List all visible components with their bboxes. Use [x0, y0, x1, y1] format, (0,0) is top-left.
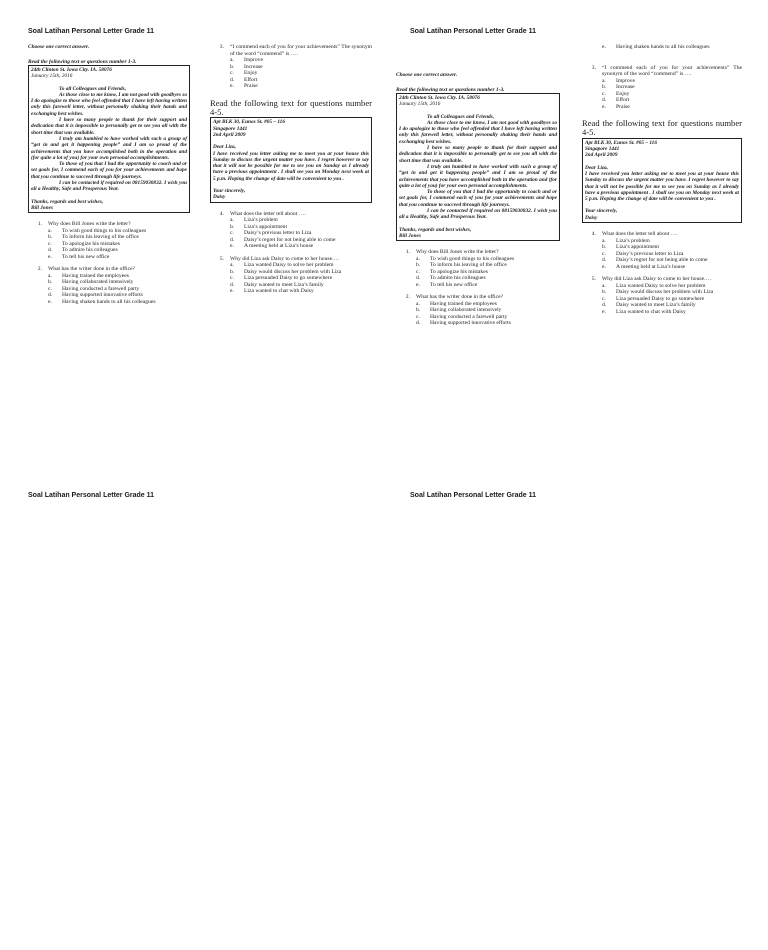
- instruction: Choose one correct answer.: [28, 44, 90, 50]
- option: b. Increase: [230, 63, 263, 70]
- letter-closing: Thanks, regards and best wishes,: [31, 198, 104, 205]
- question-2: 2. What has the writer done in the office? a. Having trained the employees b. Having collaborated intensively c. Having conducted a farewell party d. Having supported innovative efforts: [396, 294, 560, 327]
- option: c. Having conducted a farewell party: [48, 285, 140, 292]
- question-5: 5. Why did Liza ask Daisy to come to her house…. a. Liza wanted Daisy to solve her problem b. Daisy would discuss her problem with Liza c. Liza persuaded Daisy to go somewhere d. Daisy wanted to meet Liza’s family e. Liza wanted to chat with Daisy: [210, 256, 372, 295]
- option: a. To wish good things to his colleagues: [416, 255, 515, 262]
- letter-box: [396, 93, 560, 241]
- right-column: [210, 44, 372, 295]
- letter-date: 2nd April 2009: [213, 131, 246, 138]
- instruction: Choose one correct answer.: [396, 72, 458, 78]
- letter-box: [28, 65, 190, 213]
- letter-paragraph: As those close to me know, I am not good with goodbyes so I do apologize to those who feel offended that I have left having written only this farewell letter, without personally shaking their hands and exchanging best wishes.: [399, 119, 557, 145]
- reading-instruction: Read the following text or questions number 1-3.: [396, 86, 505, 93]
- letter-closing: Your sincerely,: [213, 187, 246, 194]
- letter-address: Apt BLK 30, Eunos St. #05 – 116: [585, 139, 657, 146]
- question-4: 4. What does the letter tell about …. a. Liza’s problem b. Liza’s appointment c. Daisy’s previous letter to Liza d. Daisy’s regret for not being able to come e. A meeting held at Liza’s house: [210, 211, 372, 250]
- letter-paragraph: I can be contacted if required on 08159030832. I wish you all a Healthy, Safe and Prosperous Year.: [31, 180, 187, 193]
- option: a. Liza wanted Daisy to solve her problem: [602, 282, 706, 289]
- letter-signature: Daisy: [585, 214, 598, 221]
- left-column: [396, 72, 560, 327]
- option: a. Liza wanted Daisy to solve her problem: [230, 262, 334, 269]
- letter-signature: Daisy: [213, 194, 226, 201]
- letter-box: [210, 117, 372, 202]
- option: b. To inform his leaving of the office: [48, 234, 139, 241]
- option: d. Having supported innovative efforts: [416, 320, 511, 327]
- page-title: Soal Latihan Personal Letter Grade 11: [28, 492, 155, 499]
- option: c. To apologize his mistakes: [48, 240, 120, 247]
- option: a. Liza’s problem: [230, 217, 278, 224]
- option: b. Increase: [602, 84, 635, 90]
- option: c. Daisy’s previous letter to Liza: [230, 230, 312, 237]
- letter-address: Singapore 1441: [585, 146, 620, 153]
- option: c. To apologize his mistakes: [416, 268, 488, 275]
- letter-paragraph: I can be contacted if required on 08159030832. I wish you all a Healthy, Safe and Prosperous Year.: [399, 208, 557, 221]
- option: e. Liza wanted to chat with Daisy: [230, 288, 314, 295]
- letter-greeting: Dear Liza,: [213, 144, 236, 151]
- option: d. Effort: [602, 97, 630, 103]
- option: c. Liza persuaded Daisy to go somewhere: [230, 275, 333, 282]
- question-3: 3. “I commend each of you for your achievements” The synonym of the word “commend” is …. a. Improve b. Increase c. Enjoy d. Effort e. Praise: [591, 64, 742, 110]
- option: c. Enjoy: [230, 70, 258, 76]
- letter-address: Singapore 1441: [213, 125, 248, 132]
- letter-body: I have received you letter asking me to meet you at your house this Sunday to discuss the urgent matter you have. I regret however to say that it will not be possible for me to see you on Sunday as I already have a previous appointment . I shall see you on Monday next week at 5 p.m. Hoping the change of date will be convenient to you .: [585, 171, 739, 203]
- reading-heading: Read the following text for questions number 4-5.: [210, 97, 372, 117]
- letter-paragraph: I have so many people to thank for their support and dedication that it is impossible to personally get to see you all with the short time that was available.: [399, 145, 557, 164]
- option: b. To inform his leaving of the office: [416, 262, 507, 269]
- letter-signature: Bill Jones: [399, 232, 421, 239]
- question-1: 1. Why does Bill Jones write the letter? a. To wish good things to his colleagues b. To inform his leaving of the office c. To apologize his mistakes d. To admire his colleagues e. To tell his new office: [28, 221, 190, 260]
- option: a. Having trained the employees: [416, 300, 497, 307]
- page-title: Soal Latihan Personal Letter Grade 11: [28, 28, 155, 35]
- letter-date: January 15th, 2016: [399, 101, 441, 108]
- page-3: [26, 490, 386, 950]
- letter-date: 2nd April 2009: [585, 152, 618, 159]
- option: b. Liza’s appointment: [230, 223, 288, 230]
- option: b. Having collaborated intensively: [48, 279, 134, 286]
- letter-body: I have received you letter asking me to meet you at your house this Sunday to discuss the urgent matter you have. I regret however to say that it will not be possible for me to see you on Sunday as I already have a previous appointment . I shall see you on Monday next week at 5 p.m. Hoping the change of date will be convenient to you .: [213, 150, 369, 182]
- letter-address: Apt BLK 30, Eunos St. #05 – 116: [213, 119, 285, 126]
- page-title: Soal Latihan Personal Letter Grade 11: [410, 28, 537, 35]
- question-4: 4. What does the letter tell about …. a. Liza’s problem b. Liza’s appointment c. Daisy’s previous letter to Liza d. Daisy’s regret for not being able to come e. A meeting held at Liza’s house: [582, 231, 742, 270]
- letter-address: 24th Clinton St. Iowa City. IA. 58076: [31, 67, 112, 73]
- option: d. Daisy wanted to meet Liza’s family: [602, 302, 696, 309]
- option: d. Effort: [230, 76, 258, 83]
- option: d. To admire his colleagues: [48, 247, 118, 254]
- option: d. Having supported innovative efforts: [48, 292, 143, 299]
- option: b. Daisy would discuss her problem with Liza: [602, 289, 714, 296]
- option: a. Improve: [230, 57, 263, 63]
- option: a. To wish good things to his colleagues: [48, 227, 147, 234]
- option: e. To tell his new office: [48, 253, 110, 260]
- page-4: [396, 490, 756, 950]
- option: a. Having trained the employees: [48, 272, 129, 279]
- option: e. Having shaken hands to all his colleagues: [48, 298, 156, 305]
- letter-greeting: To all Colleagues and Friends,: [427, 113, 495, 120]
- letter-closing: Thanks, regards and best wishes,: [399, 226, 472, 233]
- letter-paragraph: I truly am humbled to have worked with such a group of “get in and get it happening people” and I am so proud of the achievements that you have accomplished both in the operation and (for quite a lot of you) for your own personal accomplishments.: [31, 135, 187, 161]
- letter-greeting: Dear Liza,: [585, 164, 608, 171]
- option: e. Having shaken hands to all his colleagues: [602, 44, 710, 50]
- page-1: [26, 26, 386, 486]
- option: b. Having collaborated intensively: [416, 307, 502, 314]
- reading-heading: Read the following text for questions number 4-5.: [582, 118, 742, 138]
- page-title: Soal Latihan Personal Letter Grade 11: [410, 492, 537, 499]
- letter-paragraph: As those close to me know, I am not good with goodbyes so I do apologize to those who feel offended that I have left having written only this farewell letter, without personally shaking their hands and exchanging best wishes.: [31, 91, 187, 117]
- question-5: 5. Why did Liza ask Daisy to come to her house…. a. Liza wanted Daisy to solve her problem b. Daisy would discuss her problem with Liza c. Liza persuaded Daisy to go somewhere d. Daisy wanted to meet Liza’s family e. Liza wanted to chat with Daisy: [582, 276, 742, 315]
- option: b. Daisy would discuss her problem with Liza: [230, 268, 342, 275]
- option: e. Praise: [230, 83, 258, 89]
- option: e. To tell his new office: [416, 281, 478, 288]
- option: a. Liza’s problem: [602, 237, 650, 244]
- option: d. Daisy’s regret for not being able to come: [230, 236, 336, 243]
- option: d. To admire his colleagues: [416, 275, 486, 282]
- letter-greeting: To all Colleagues and Friends,: [59, 85, 127, 92]
- question-1: 1. Why does Bill Jones write the letter? a. To wish good things to his colleagues b. To inform his leaving of the office c. To apologize his mistakes d. To admire his colleagues e. To tell his new office: [396, 249, 560, 288]
- option: c. Enjoy: [602, 90, 630, 97]
- reading-instruction: Read the following text or questions number 1-3.: [28, 58, 137, 65]
- letter-address: 24th Clinton St. Iowa City. IA. 58076: [399, 95, 480, 101]
- letter-paragraph: To those of you that I had the opportunity to coach and or set goals for, I commend each of you for your achievements and hope that you continue to succeed through life journeys.: [399, 189, 557, 208]
- option: e. Praise: [602, 103, 630, 110]
- option: e. A meeting held at Liza’s house: [602, 263, 686, 270]
- option: d. Daisy’s regret for not being able to come: [602, 257, 708, 264]
- letter-paragraph: To those of you that I had the opportunity to coach and or set goals for, I commend each of you for your achievements and hope that you continue to succeed through life journeys.: [31, 161, 187, 180]
- page-2: [396, 26, 756, 486]
- letter-closing: Your sincerely,: [585, 208, 618, 215]
- question-3: 3. “I commend each of you for your achievements” The synonym of the word “commend” is …. a. Improve b. Increase c. Enjoy d. Effort e. Praise: [219, 44, 372, 89]
- letter-paragraph: I truly am humbled to have worked with such a group of “get in and get it happening people” and I am so proud of the achievements that you have accomplished both in the operation and (for quite a lot of you) for your own personal accomplishments.: [399, 163, 557, 189]
- question-2: 2. What has the writer done in the office? a. Having trained the employees b. Having collaborated intensively c. Having conducted a farewell party d. Having supported innovative efforts e. Having shaken hands to all his colleagues: [28, 266, 190, 305]
- option: c. Daisy’s previous letter to Liza: [602, 250, 684, 257]
- option: e. A meeting held at Liza’s house: [230, 243, 314, 250]
- letter-signature: Bill Jones: [31, 204, 53, 211]
- option: c. Having conducted a farewell party: [416, 313, 508, 320]
- option: e. Liza wanted to chat with Daisy: [602, 308, 686, 315]
- letter-box: [582, 138, 742, 223]
- right-column: [582, 44, 742, 315]
- option: b. Liza’s appointment: [602, 244, 660, 251]
- option: d. Daisy wanted to meet Liza’s family: [230, 281, 324, 288]
- option: c. Liza persuaded Daisy to go somewhere: [602, 295, 705, 302]
- left-column: [28, 44, 190, 305]
- option: a. Improve: [602, 77, 635, 84]
- letter-paragraph: I have so many people to thank for their support and dedication that it is impossible to personally get to see you all with the short time that was available.: [31, 117, 187, 136]
- letter-date: January 15th, 2016: [31, 73, 73, 80]
